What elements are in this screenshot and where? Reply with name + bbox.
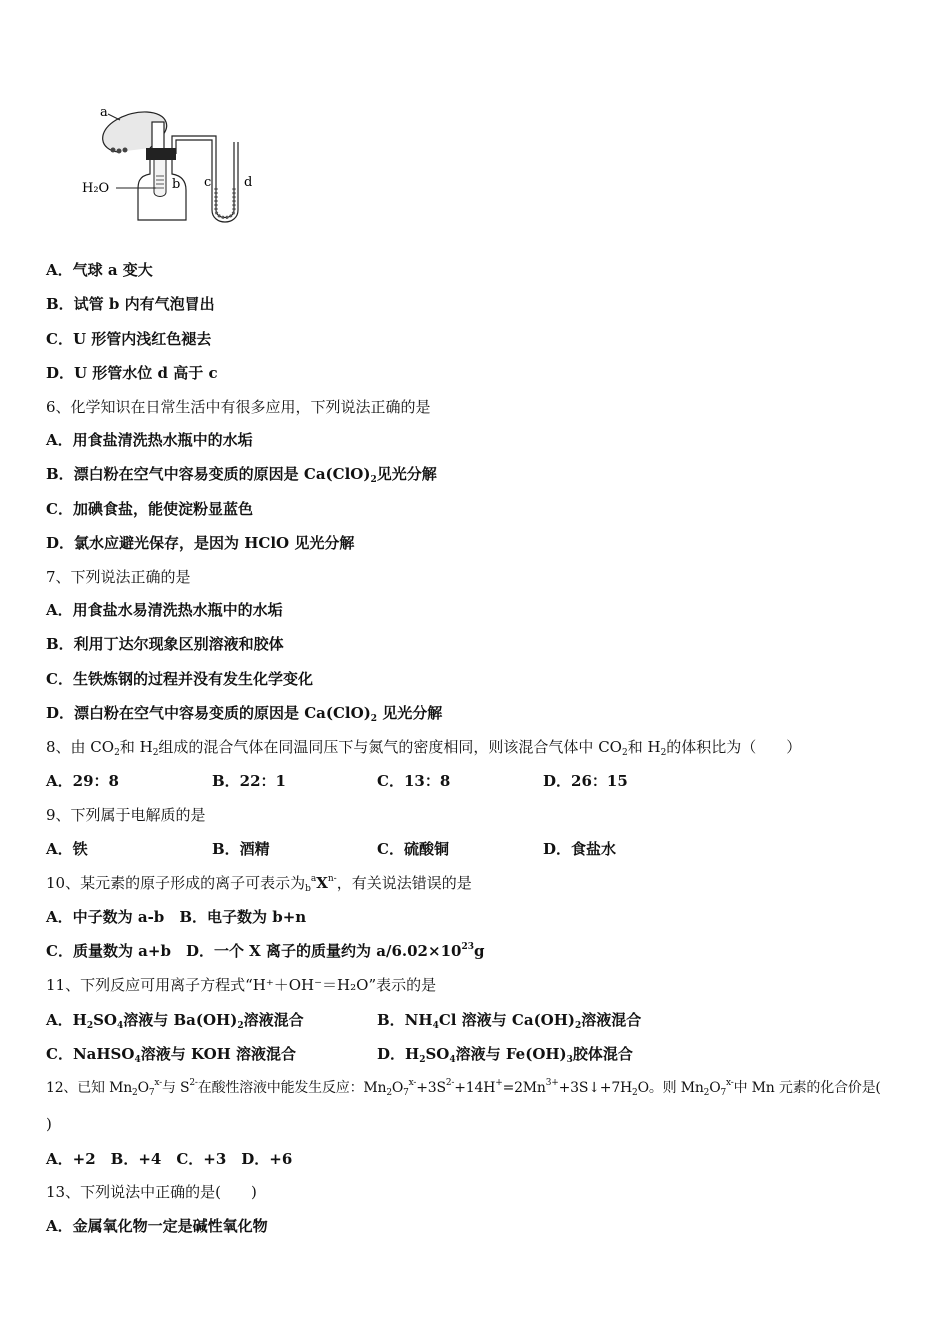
q7-stem: 7、下列说法正确的是: [46, 568, 191, 586]
q13-option-a: A．金属氧化物一定是碱性氧化物: [46, 1217, 268, 1235]
q5-option-c: C．U 形管内浅红色褪去: [46, 330, 212, 348]
q10-option-b: B．电子数为 b+n: [179, 908, 307, 926]
q7-option-d: D．漂白粉在空气中容易变质的原因是 $Ca(ClO)_2$ 见光分解: [46, 704, 443, 724]
q11-option-d: D．$H_2SO_4$溶液与 $Fe(OH)_3$胶体混合: [377, 1045, 633, 1065]
q5-option-d: D．U 形管水位 d 高于 c: [46, 364, 218, 382]
label-b: b: [172, 177, 181, 192]
q11-option-b: B．$NH_4Cl$ 溶液与 $Ca(OH)_2$溶液混合: [377, 1011, 642, 1031]
q6-option-c: C．加碘食盐，能使淀粉显蓝色: [46, 500, 253, 518]
label-h2o: H₂O: [82, 181, 110, 196]
label-a: a: [100, 105, 108, 120]
q10-options-ab: [46, 907, 306, 927]
q6-option-a: A．用食盐清洗热水瓶中的水垢: [46, 431, 253, 449]
q12-stem: 12、已知 $Mn_2O_7^{x-}$与 $S^{2-}$在酸性溶液中能发生反应：$Mn_2O_7^{x-}+3S^{2-}+14H^+=2Mn^{3+}+3S↓+7H_2O$。则 $Mn_2O_7^{x-}$中 Mn 元素的化合价是(: [46, 1078, 881, 1098]
q9-option-c: C．硫酸铜: [377, 840, 449, 858]
q7-option-c: C．生铁炼钢的过程并没有发生化学变化: [46, 670, 313, 688]
q9-stem: 9、下列属于电解质的是: [46, 806, 206, 824]
q13-stem: 13、下列说法中正确的是( ): [46, 1183, 257, 1201]
q12-stem-cont: ): [46, 1115, 52, 1133]
q12-options: A．+2 B．+4 C．+3 D．+6: [46, 1150, 293, 1168]
q9-option-a: A．铁: [46, 840, 88, 858]
q10-option-d: D．一个 X 离子的质量约为 $a/6.02\times 10^{23}g$: [185, 942, 485, 960]
q10-option-c: C．质量数为 a+b: [46, 942, 171, 960]
q8-option-d: D．26：15: [543, 772, 628, 790]
q10-option-a: A．中子数为 a-b: [46, 908, 165, 926]
q5-option-b: B．试管 b 内有气泡冒出: [46, 295, 215, 313]
q7-option-a: A．用食盐水易清洗热水瓶中的水垢: [46, 601, 283, 619]
q7-option-b: B．利用丁达尔现象区别溶液和胶体: [46, 635, 284, 653]
q9-option-d: D．食盐水: [543, 840, 617, 858]
q6-option-d: D．氯水应避光保存，是因为 HClO 见光分解: [46, 534, 355, 552]
q8-option-c: C．13：8: [377, 772, 451, 790]
q10-options-cd: [46, 941, 484, 961]
q11-option-a: A．$H_2SO_4$溶液与 $Ba(OH)_2$溶液混合: [46, 1011, 304, 1031]
q8-stem: 8、由 $CO_2$和 $H_2$组成的混合气体在同温同压下与氮气的密度相同，则该混合气体中 $CO_2$和 $H_2$的体积比为（ ）: [46, 738, 802, 758]
q6-option-b: B．漂白粉在空气中容易变质的原因是 $Ca(ClO)_2$见光分解: [46, 465, 437, 485]
q9-option-b: B．酒精: [212, 840, 270, 858]
q8-option-a: A．29：8: [46, 772, 119, 790]
q5-option-a: A．气球 a 变大: [46, 261, 153, 279]
apparatus-diagram: [80, 92, 280, 232]
q11-stem: 11、下列反应可用离子方程式“H⁺＋OH⁻＝H₂O”表示的是: [46, 976, 437, 994]
q8-option-b: B．22：1: [212, 772, 286, 790]
label-d: d: [244, 175, 253, 190]
label-c: c: [204, 175, 212, 190]
q6-stem: 6、化学知识在日常生活中有很多应用，下列说法正确的是: [46, 398, 431, 416]
q11-option-c: C．NaHSO$_4$溶液与 KOH 溶液混合: [46, 1045, 297, 1065]
q10-stem: 10、某元素的原子形成的离子可表示为$_b^aX^{n-}$，有关说法错误的是: [46, 874, 472, 894]
